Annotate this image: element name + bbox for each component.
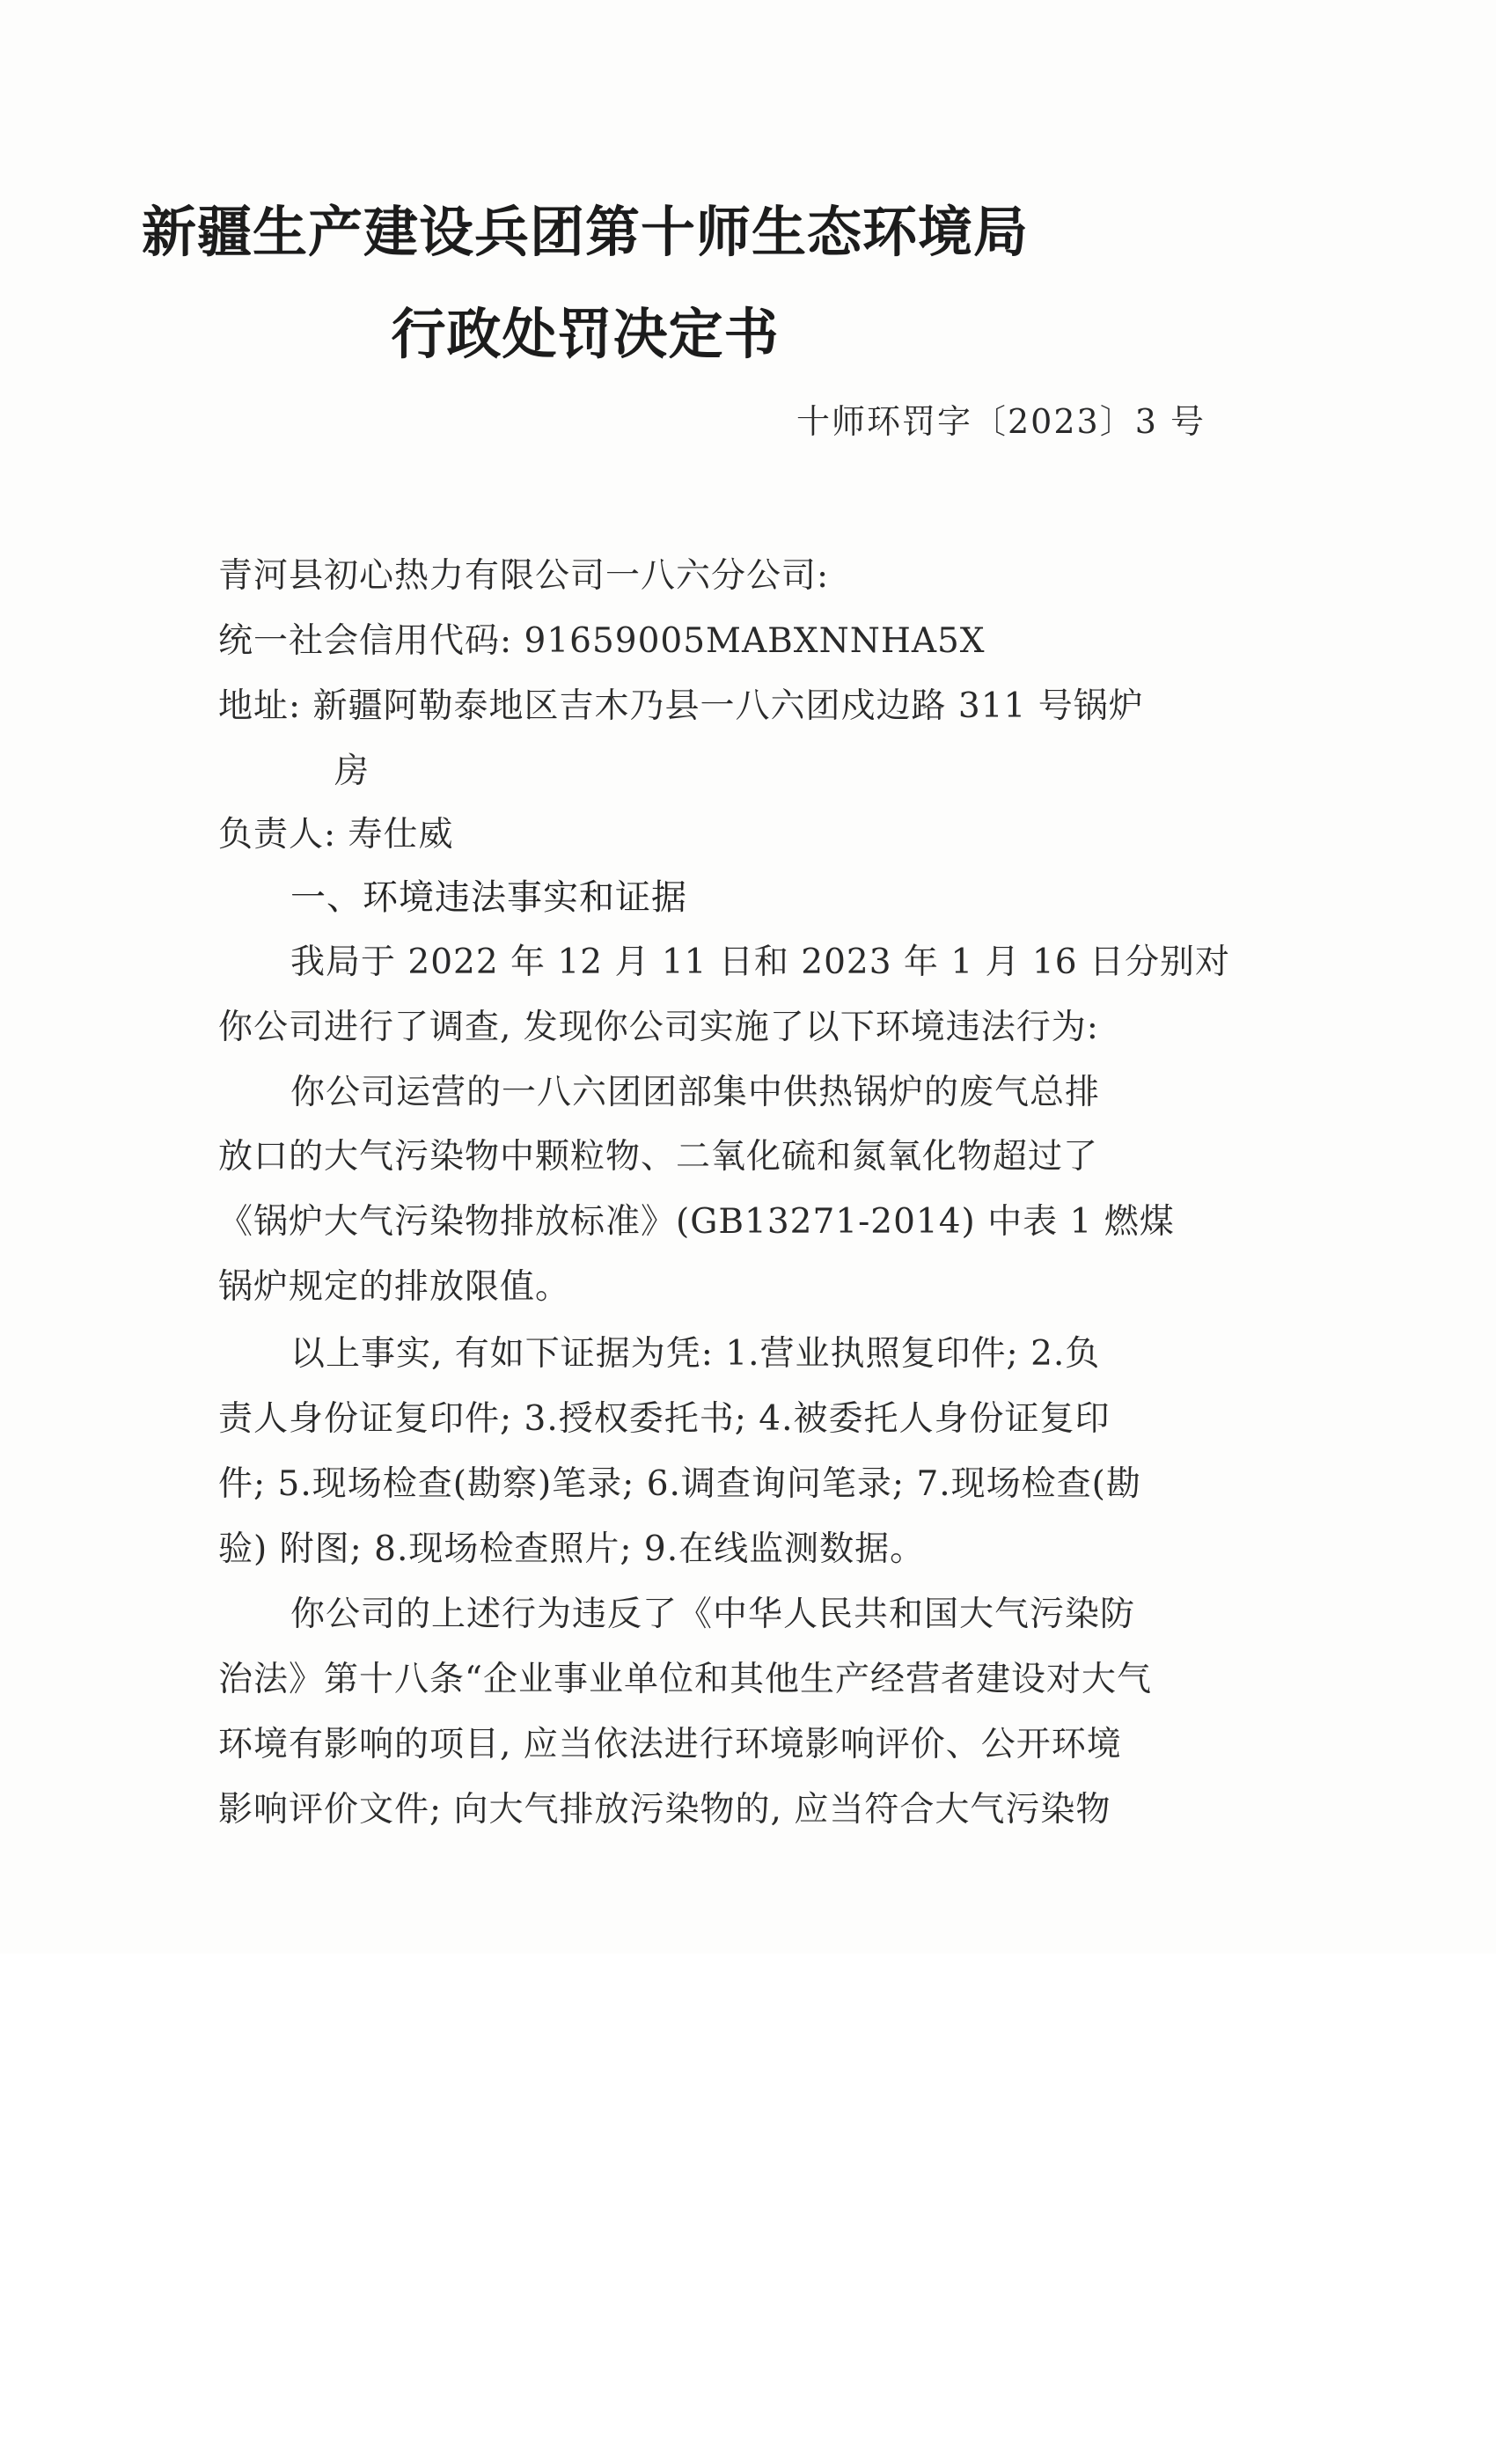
- address-line: 地址: 新疆阿勒泰地区吉木乃县一八六团戍边路 311 号锅炉: [218, 686, 1144, 726]
- paragraph-line: 责人身份证复印件; 3.授权委托书; 4.被委托人身份证复印: [218, 1399, 1111, 1439]
- document-subtitle: 行政处罚决定书: [391, 302, 780, 366]
- party-name: 青河县初心热力有限公司一八六分公司:: [218, 556, 830, 596]
- paragraph-line: 验) 附图; 8.现场检查照片; 9.在线监测数据。: [218, 1529, 926, 1569]
- paragraph-line: 你公司运营的一八六团团部集中供热锅炉的废气总排: [290, 1073, 1101, 1112]
- document-number: 十师环罚字〔2023〕3 号: [796, 402, 1206, 441]
- document-title: 新疆生产建设兵团第十师生态环境局: [141, 200, 1029, 264]
- paragraph-line: 件; 5.现场检查(勘察)笔录; 6.调查询问笔录; 7.现场检查(勘: [218, 1464, 1141, 1504]
- paragraph-line: 影响评价文件; 向大气排放污染物的, 应当符合大气污染物: [218, 1790, 1111, 1830]
- paragraph-line: 你公司的上述行为违反了《中华人民共和国大气污染防: [290, 1595, 1136, 1634]
- paragraph-line: 你公司进行了调查, 发现你公司实施了以下环境违法行为:: [218, 1008, 1099, 1047]
- address-line: 房: [334, 752, 370, 791]
- section-heading: 一、环境违法事实和证据: [290, 877, 687, 918]
- credit-code: 统一社会信用代码: 91659005MABXNNHA5X: [218, 621, 986, 661]
- paragraph-line: 以上事实, 有如下证据为凭: 1.营业执照复印件; 2.负: [290, 1334, 1101, 1374]
- blank-area: [0, 1954, 1496, 2464]
- responsible-person: 负责人: 寿仕威: [218, 815, 454, 854]
- paragraph-line: 《锅炉大气污染物排放标准》(GB13271-2014) 中表 1 燃煤: [218, 1202, 1175, 1242]
- paragraph-line: 锅炉规定的排放限值。: [218, 1267, 571, 1307]
- paragraph-line: 环境有影响的项目, 应当依法进行环境影响评价、公开环境: [218, 1725, 1122, 1764]
- paragraph-line: 我局于 2022 年 12 月 11 日和 2023 年 1 月 16 日分别对: [290, 942, 1230, 982]
- paragraph-line: 放口的大气污染物中颗粒物、二氧化硫和氮氧化物超过了: [218, 1137, 1099, 1177]
- paragraph-line: 治法》第十八条“企业事业单位和其他生产经营者建设对大气: [218, 1660, 1152, 1699]
